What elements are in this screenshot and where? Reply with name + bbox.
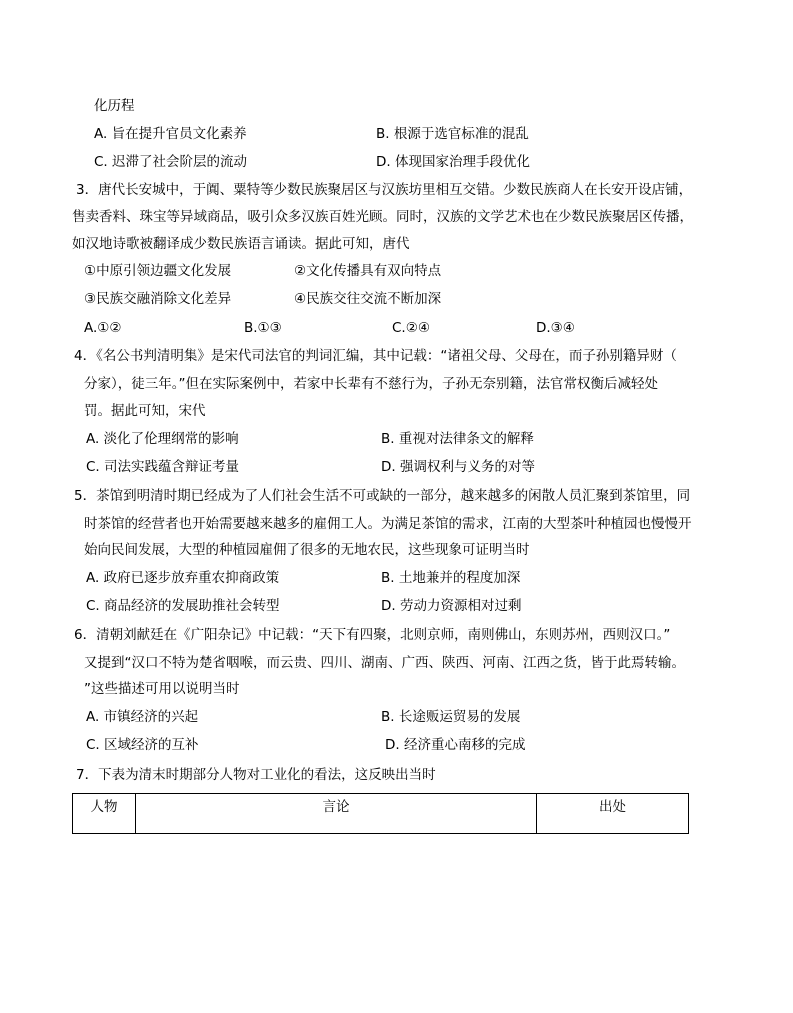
table-header-remarks: 言论 — [136, 794, 537, 834]
q6-option-c: C. 区域经济的互补 — [86, 737, 199, 753]
q3-item-3: ③民族交融消除文化差异 — [84, 291, 232, 307]
q3-stem-line-3: 如汉地诗歌被翻译成少数民族语言诵读。据此可知，唐代 — [72, 236, 410, 252]
q3-option-d: D.③④ — [536, 320, 575, 336]
q7-stem: 7．下表为清末时期部分人物对工业化的看法，这反映出当时 — [76, 767, 436, 783]
q2-option-d: D. 体现国家治理手段优化 — [376, 154, 530, 170]
q3-option-c: C.②④ — [392, 320, 430, 336]
q5-stem-line-2: 时茶馆的经营者也开始需要越来越多的雇佣工人。为满足茶馆的需求，江南的大型茶叶种植园也慢慢开 — [84, 516, 692, 532]
q2-option-a: A. 旨在提升官员文化素养 — [94, 126, 247, 142]
q6-option-a: A. 市镇经济的兴起 — [86, 709, 199, 725]
q4-stem-line-1: 4．《名公书判清明集》是宋代司法官的判词汇编，其中记载：“诸祖父母、父母在，而子孙别籍异财（ — [74, 348, 677, 364]
q4-option-c: C. 司法实践蕴含辩证考量 — [86, 459, 240, 475]
q5-stem-line-1: 5．茶馆到明清时期已经成为了人们社会生活不可或缺的一部分，越来越多的闲散人员汇聚到茶馆里，同 — [74, 488, 691, 504]
q7-table — [72, 793, 689, 834]
q4-stem-line-2: 分家），徒三年。”但在实际案例中，若家中长辈有不慈行为，子孙无奈别籍，法官常权衡后减轻处 — [84, 376, 658, 392]
continuation-text: 化历程 — [94, 98, 135, 114]
q5-option-b: B. 土地兼并的程度加深 — [381, 570, 521, 586]
q4-stem-line-3: 罚。据此可知，宋代 — [84, 403, 206, 419]
q6-stem-line-1: 6．清朝刘献廷在《广阳杂记》中记载：“天下有四聚，北则京师，南则佛山，东则苏州，西则汉口。” — [74, 627, 671, 643]
q4-option-b: B. 重视对法律条文的解释 — [381, 431, 534, 447]
q5-option-a: A. 政府已逐步放弃重农抑商政策 — [86, 570, 280, 586]
table-header-person: 人物 — [73, 794, 136, 834]
table-header-source: 出处 — [537, 794, 689, 834]
q4-option-d: D. 强调权利与义务的对等 — [381, 459, 535, 475]
q3-item-2: ②文化传播具有双向特点 — [294, 263, 442, 279]
q3-stem-line-2: 售卖香料、珠宝等异域商品，吸引众多汉族百姓光顾。同时，汉族的文学艺术也在少数民族聚居区传播， — [72, 209, 693, 225]
q5-option-c: C. 商品经济的发展助推社会转型 — [86, 598, 280, 614]
q6-stem-line-3: ”这些描述可用以说明当时 — [84, 681, 240, 697]
q5-stem-line-3: 始向民间发展，大型的种植园雇佣了很多的无地农民，这些现象可证明当时 — [84, 542, 530, 558]
q4-option-a: A. 淡化了伦理纲常的影响 — [86, 431, 239, 447]
q6-option-b: B. 长途贩运贸易的发展 — [381, 709, 521, 725]
q3-item-1: ①中原引领边疆文化发展 — [84, 263, 232, 279]
table-header-row — [73, 794, 689, 834]
q6-stem-line-2: 又提到“汉口不特为楚省咽喉，而云贵、四川、湖南、广西、陕西、河南、江西之货，皆于此焉转输。 — [84, 655, 685, 671]
q3-option-b: B.①③ — [244, 320, 282, 336]
q2-option-c: C. 迟滞了社会阶层的流动 — [94, 154, 248, 170]
q6-option-d: D. 经济重心南移的完成 — [385, 737, 526, 753]
q3-stem-line-1: 3．唐代长安城中，于阗、粟特等少数民族聚居区与汉族坊里相互交错。少数民族商人在长安开设店铺， — [76, 182, 693, 198]
q3-item-4: ④民族交往交流不断加深 — [294, 291, 442, 307]
q5-option-d: D. 劳动力资源相对过剩 — [381, 598, 522, 614]
q3-option-a: A.①② — [84, 320, 122, 336]
q2-option-b: B. 根源于选官标准的混乱 — [376, 126, 529, 142]
